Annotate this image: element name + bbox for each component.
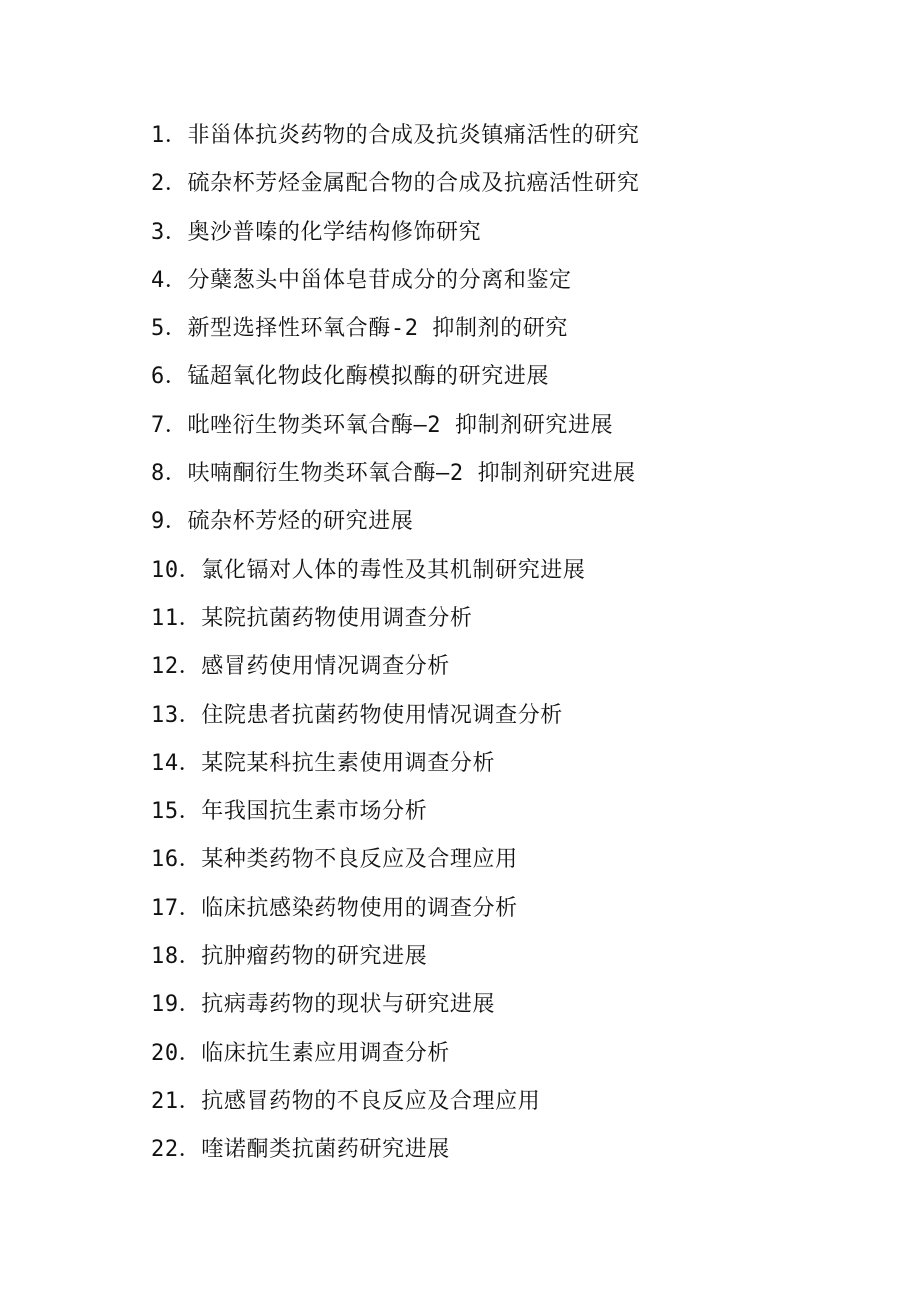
topic-item-15: 15．年我国抗生素市场分析 [151,799,428,825]
topic-item-4: 4．分蘖葱头中甾体皂苷成分的分离和鉴定 [151,267,572,293]
topic-item-13: 13．住院患者抗菌药物使用情况调查分析 [151,702,563,728]
topic-item-7: 7．吡唑衍生物类环氧合酶—2 抑制剂研究进展 [151,412,614,438]
topic-item-21: 21．抗感冒药物的不良反应及合理应用 [151,1088,541,1114]
topic-item-19: 19．抗病毒药物的现状与研究进展 [151,992,496,1018]
topic-item-9: 9．硫杂杯芳烃的研究进展 [151,509,414,535]
topic-item-6: 6．锰超氧化物歧化酶模拟酶的研究进展 [151,364,550,390]
topic-item-17: 17．临床抗感染药物使用的调查分析 [151,895,518,921]
topic-item-10: 10．氯化镉对人体的毒性及其机制研究进展 [151,557,586,583]
topic-item-3: 3．奥沙普嗪的化学结构修饰研究 [151,219,482,245]
topic-item-12: 12．感冒药使用情况调查分析 [151,654,450,680]
topic-item-11: 11．某院抗菌药物使用调查分析 [151,605,473,631]
topic-list [151,112,891,1175]
topic-item-18: 18．抗肿瘤药物的研究进展 [151,944,428,970]
topic-item-22: 22．喹诺酮类抗菌药研究进展 [151,1137,450,1163]
topic-item-8: 8．呋喃酮衍生物类环氧合酶—2 抑制剂研究进展 [151,461,636,487]
topic-item-2: 2．硫杂杯芳烃金属配合物的合成及抗癌活性研究 [151,171,640,197]
topic-item-20: 20．临床抗生素应用调查分析 [151,1040,450,1066]
topic-item-16: 16．某种类药物不良反应及合理应用 [151,847,518,873]
topic-item-5: 5．新型选择性环氧合酶-2 抑制剂的研究 [151,316,568,342]
topic-item-1: 1．非甾体抗炎药物的合成及抗炎镇痛活性的研究 [151,123,640,148]
topic-item-14: 14．某院某科抗生素使用调查分析 [151,750,496,776]
